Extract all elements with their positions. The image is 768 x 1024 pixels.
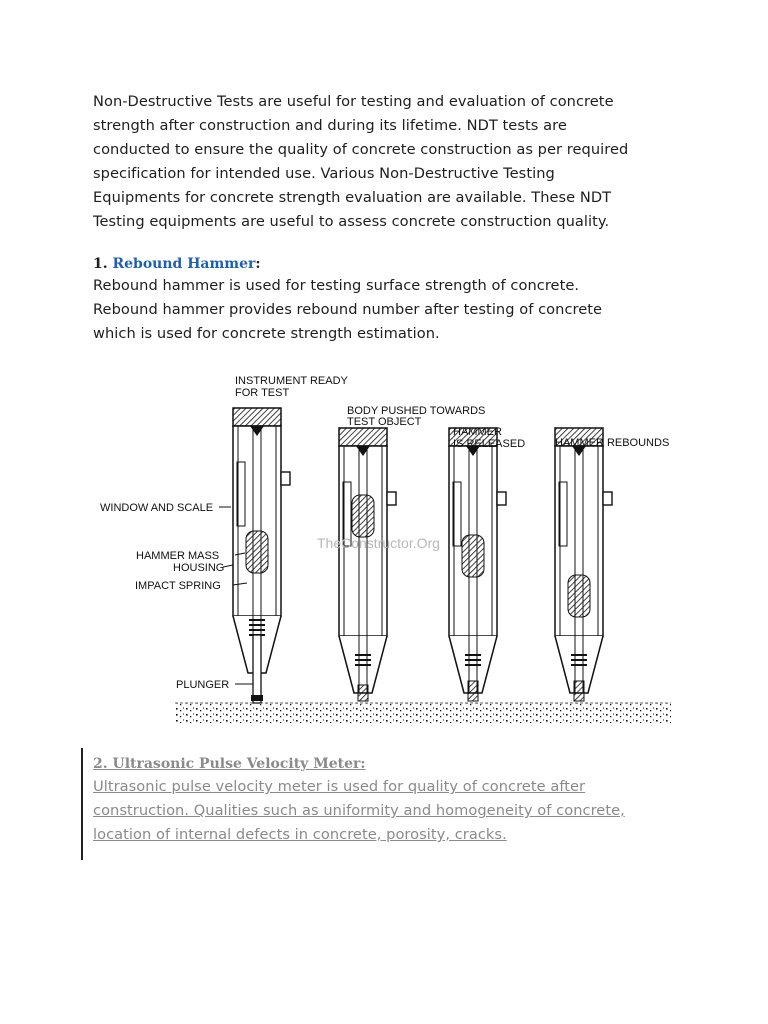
heading-colon: :: [255, 256, 261, 272]
rebound-line: Rebound hammer is used for testing surface strength of concrete.: [93, 277, 580, 294]
stage-2-label-2: TEST OBJECT: [347, 416, 422, 428]
heading-number: 1.: [93, 256, 108, 272]
hammer-stage-3: [449, 428, 506, 701]
intro-line: conducted to ensure the quality of concrete construction as per required: [93, 141, 629, 158]
rebound-hammer-diagram: [95, 365, 675, 727]
rebound-line: Rebound hammer provides rebound number after testing of concrete: [93, 301, 603, 318]
ultrasonic-line[interactable]: location of internal defects in concrete, porosity, cracks.: [93, 826, 507, 843]
housing-label: HOUSING: [173, 562, 225, 574]
stage-3-label: HAMMER: [453, 426, 502, 438]
ultrasonic-line[interactable]: construction. Qualities such as uniformity and homogeneity of concrete,: [93, 802, 625, 819]
ultrasonic-paragraph: [93, 775, 693, 847]
impact-spring-label: IMPACT SPRING: [135, 580, 221, 592]
rebound-hammer-link[interactable]: Rebound Hammer: [112, 256, 256, 272]
stage-1-label-2: FOR TEST: [235, 387, 290, 399]
intro-line: Non-Destructive Tests are useful for testing and evaluation of concrete: [93, 93, 614, 110]
rebound-hammer-paragraph: [93, 274, 693, 346]
change-bar: [81, 748, 83, 860]
plunger-label: PLUNGER: [176, 679, 230, 691]
ultrasonic-line[interactable]: Ultrasonic pulse velocity meter is used for quality of concrete after: [93, 778, 586, 795]
watermark: TheConstructor.Org: [317, 535, 440, 551]
intro-line: Equipments for concrete strength evaluation are available. These NDT: [93, 189, 612, 206]
intro-line: specification for intended use. Various Non-Destructive Testing: [93, 165, 555, 182]
intro-line: Testing equipments are useful to assess concrete construction quality.: [93, 213, 610, 230]
stage-4-label: HAMMER REBOUNDS: [555, 437, 670, 449]
intro-line: strength after construction and during its lifetime. NDT tests are: [93, 117, 567, 134]
hammer-mass-label: HAMMER MASS: [136, 550, 220, 562]
window-and-scale-label: WINDOW AND SCALE: [100, 502, 214, 514]
hammer-stage-1: [233, 408, 290, 703]
intro-paragraph: [93, 90, 693, 234]
hammer-stage-4: [555, 428, 612, 701]
hammer-stage-2: [339, 428, 396, 701]
stage-3-label-2: IS RELEASED: [453, 438, 526, 450]
concrete-surface: [175, 703, 671, 723]
stage-2-label: BODY PUSHED TOWARDS: [347, 405, 486, 417]
stage-1-label: INSTRUMENT READY: [235, 375, 348, 387]
ultrasonic-heading[interactable]: 2. Ultrasonic Pulse Velocity Meter:: [93, 756, 366, 772]
rebound-line: which is used for concrete strength estimation.: [93, 325, 440, 342]
rebound-hammer-heading: [93, 256, 261, 272]
